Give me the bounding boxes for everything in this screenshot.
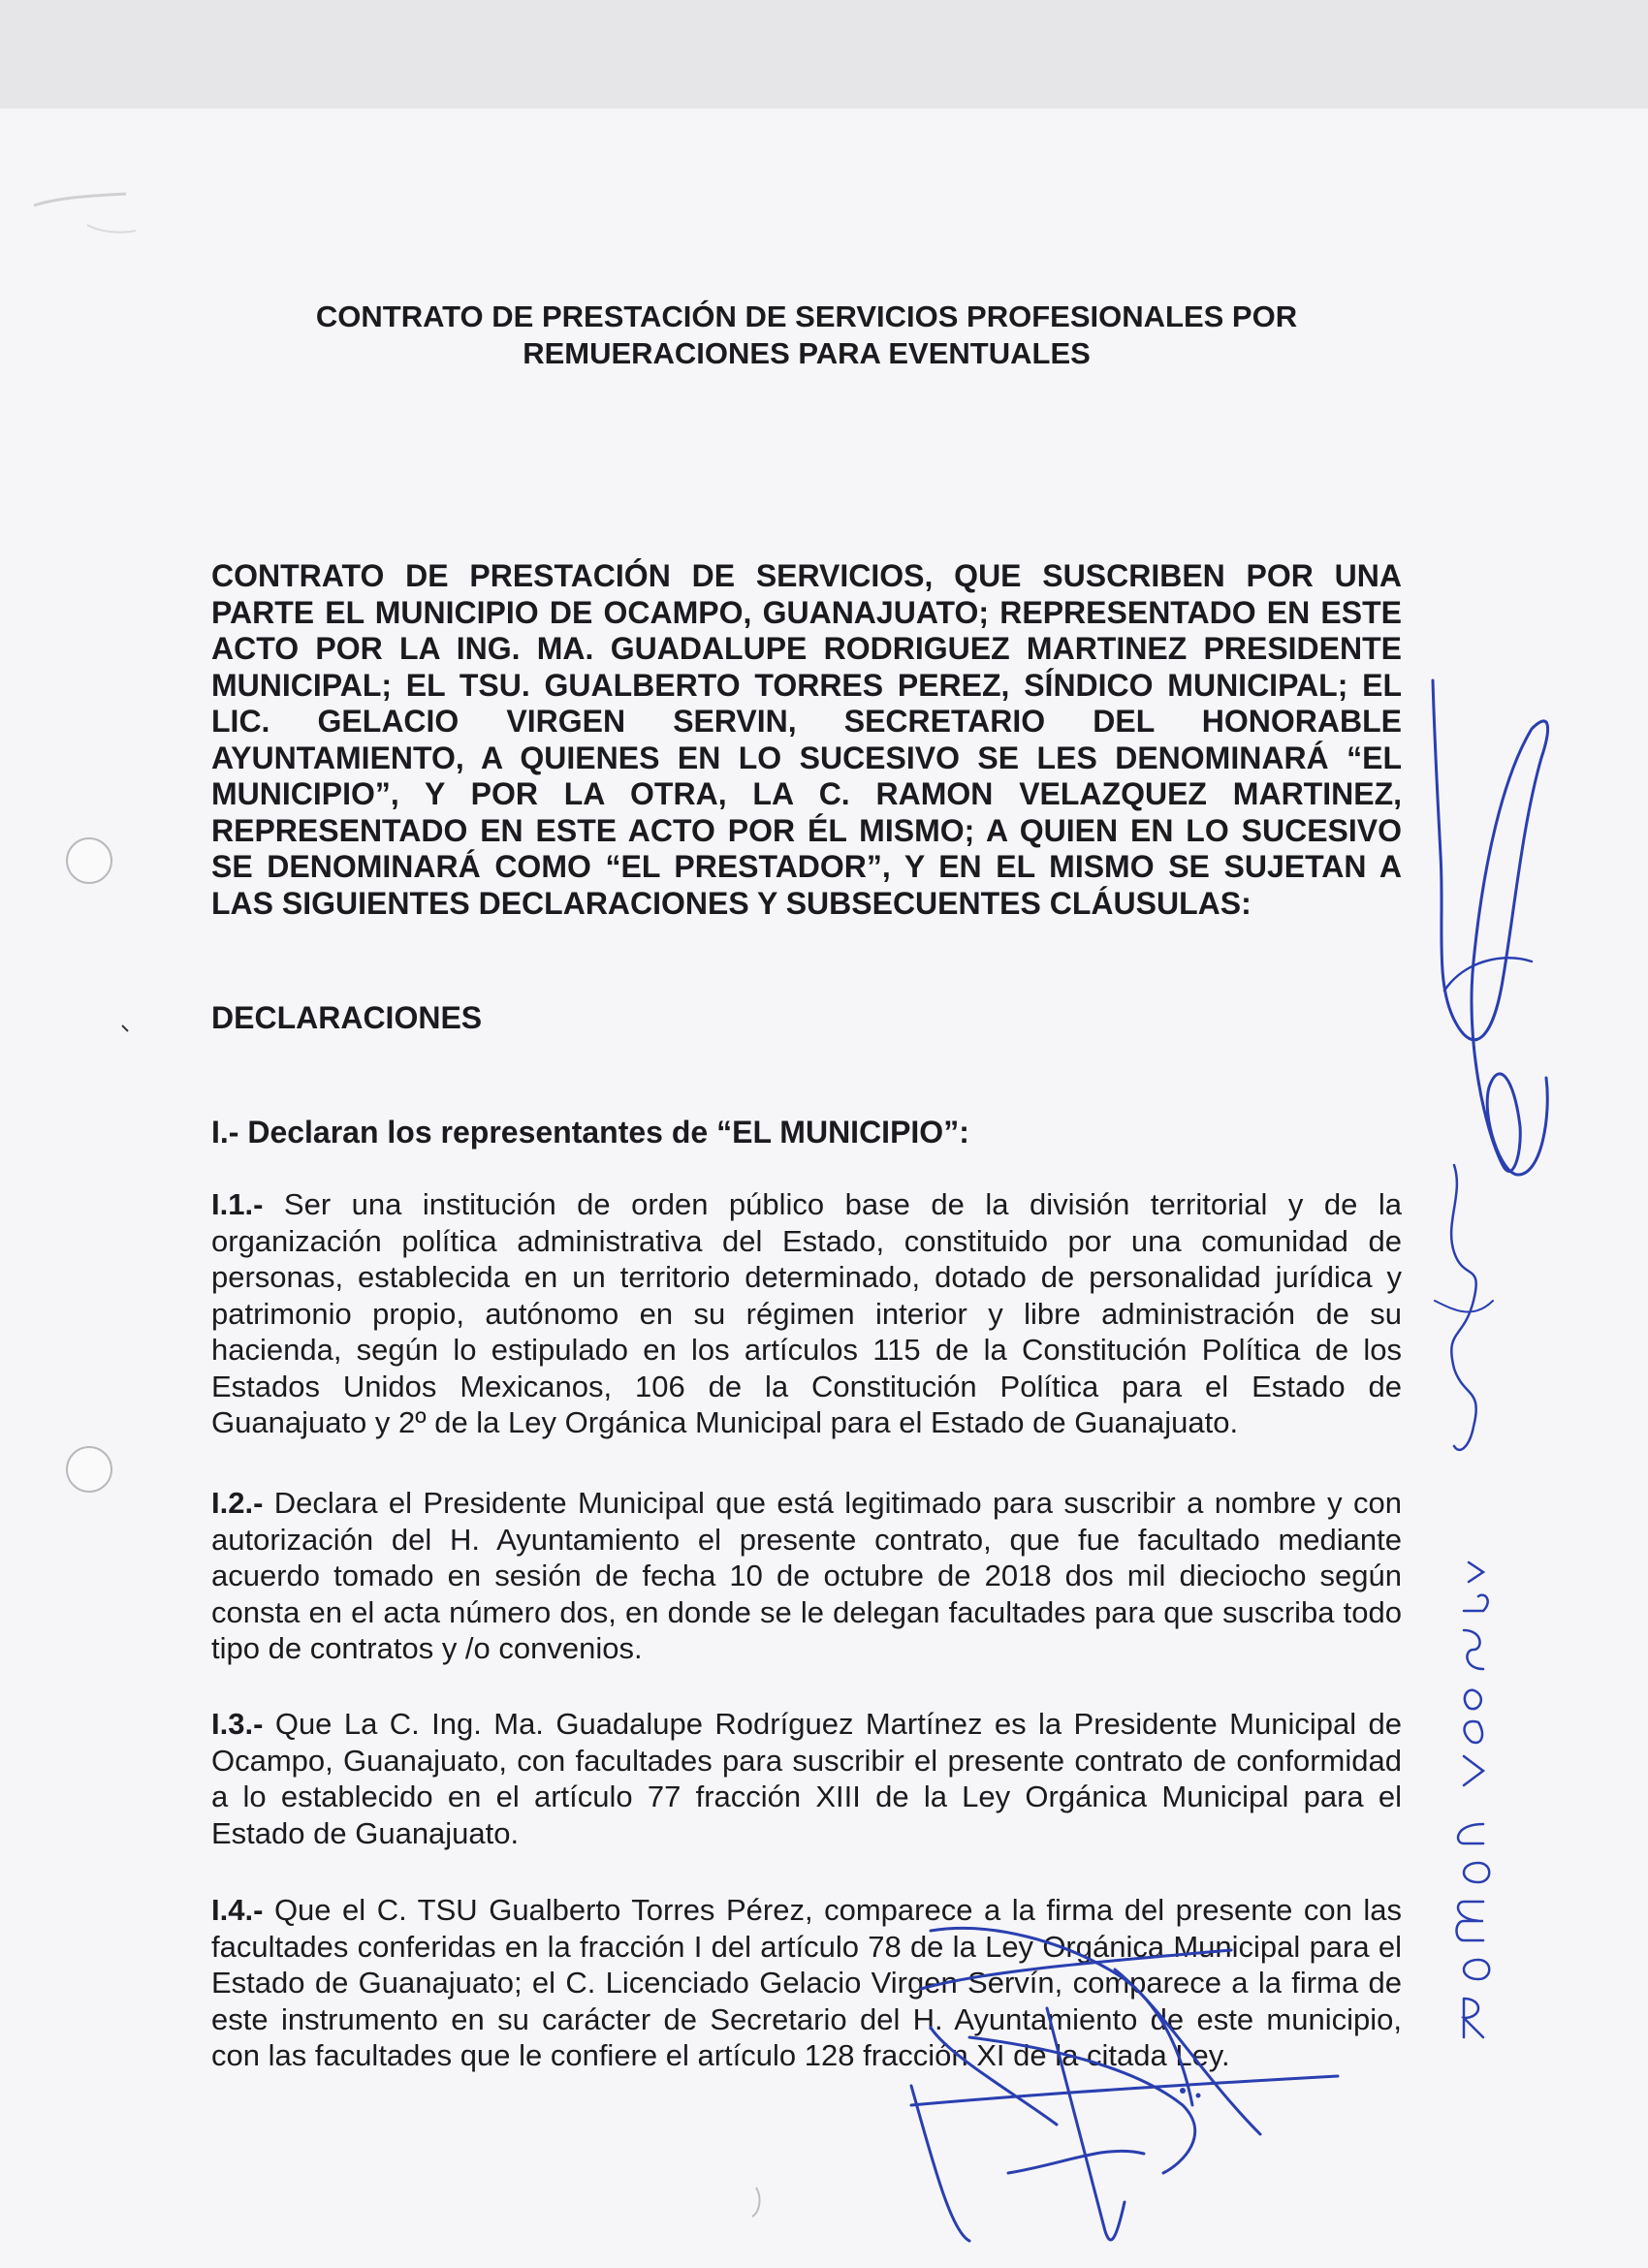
clause-1-2 [211, 1485, 1402, 1667]
initials-margin-middle [1425, 1155, 1503, 1465]
intro-paragraph: CONTRATO DE PRESTACIÓN DE SERVICIOS, QUE SUSCRIBEN POR UNA PARTE EL MUNICIPIO DE OCAMPO, GUANAJUATO; REPRESENTADO EN ESTE ACTO POR LA ING. MA. GUADALUPE RODRIGUEZ MARTINEZ PRESIDENTE MUNICIPAL; EL TSU. GUALBERTO TORRES PEREZ, SÍNDICO MUNICIPAL; EL LIC. GELACIO VIRGEN SERVIN, SECRETARIO DEL HONORABLE AYUNTAMIENTO, A QUIENES EN LO SUCESIVO SE LES DENOMINARÁ “EL MUNICIPIO”, Y POR LA OTRA, LA C. RAMON VELAZQUEZ MARTINEZ, REPRESENTADO EN ESTE ACTO POR ÉL MISMO; A QUIEN EN LO SUCESIVO SE DENOMINARÁ COMO “EL PRESTADOR”, Y EN EL MISMO SE SUJETAN A LAS SIGUIENTES DECLARACIONES Y SUBSECUENTES CLÁUSULAS: [211, 558, 1402, 921]
scan-background [0, 0, 1648, 109]
punch-hole-bottom [66, 1446, 112, 1493]
handwritten-name-margin [1425, 1553, 1503, 2057]
clause-text: Que La C. Ing. Ma. Guadalupe Rodríguez Martínez es la Presidente Municipal de Ocampo, Guanajuato, con facultades para suscribir el presente contrato de conformidad a lo establecido en el artículo 77 fracción XIII de la Ley Orgánica Municipal para el Estado de Guanajuato. [211, 1707, 1402, 1850]
clause-number: I.1.- [211, 1187, 264, 1221]
clause-number: I.4.- [211, 1893, 264, 1927]
title-line-1: CONTRATO DE PRESTACIÓN DE SERVICIOS PROFESIONALES POR [315, 299, 1298, 333]
scan-speck-icon [116, 1020, 136, 1039]
clause-text: Que el C. TSU Gualberto Torres Pérez, comparece a la firma del presente con las facultades conferidas en la fracción I del artículo 78 de la Ley Orgánica Municipal para el Estado de Guanajuato; el C. Licenciado Gelacio Virgen Servín, comparece a la firma de este instrumento en su carácter de Secretario del H. Ayuntamiento de este municipio, con las facultades que le confiere el artículo 128 fracción XI de la citada Ley. [211, 1893, 1402, 2072]
declarations-heading: DECLARACIONES [211, 1000, 483, 1035]
clause-number: I.3.- [211, 1707, 264, 1741]
document-page [0, 109, 1648, 2268]
clause-text: Declara el Presidente Municipal que está legitimado para suscribir a nombre y con autorización del H. Ayuntamiento el presente contrato, que fue facultado mediante acuerdo tomado en sesión de fecha 10 de octubre de 2018 dos mil dieciocho según consta en el acta número dos, en donde se le delegan facultades para que suscriba todo tipo de contratos y /o convenios. [211, 1486, 1402, 1665]
clause-1-1 [211, 1186, 1402, 1441]
punch-hole-top [66, 837, 112, 884]
signature-margin-top [1406, 671, 1561, 1213]
scan-smudge-icon [29, 167, 155, 254]
clause-text: Ser una institución de orden público base de la división territorial y de la organización política administrativa del Estado, constituido por una comunidad de personas, establecida en un territorio determinado, dotado de personalidad jurídica y patrimonio propio, autónomo en su régimen interior y libre administración de su hacienda, según lo estipulado en los artículos 115 de la Constitución Política de los Estados Unidos Mexicanos, 106 de la Constitución Política para el Estado de Guanajuato y 2º de la Ley Orgánica Municipal para el Estado de Guanajuato. [211, 1187, 1402, 1439]
section-heading: I.- Declaran los representantes de “EL MUNICIPIO”: [211, 1115, 969, 1150]
clause-1-3 [211, 1706, 1402, 1851]
title-line-2: REMUERACIONES PARA EVENTUALES [523, 336, 1091, 370]
scan-mark-bottom [746, 2183, 766, 2221]
ink-dot-icon [1180, 2088, 1186, 2094]
clause-number: I.2.- [211, 1486, 264, 1520]
signature-bottom [872, 1911, 1377, 2260]
document-title [211, 299, 1402, 372]
